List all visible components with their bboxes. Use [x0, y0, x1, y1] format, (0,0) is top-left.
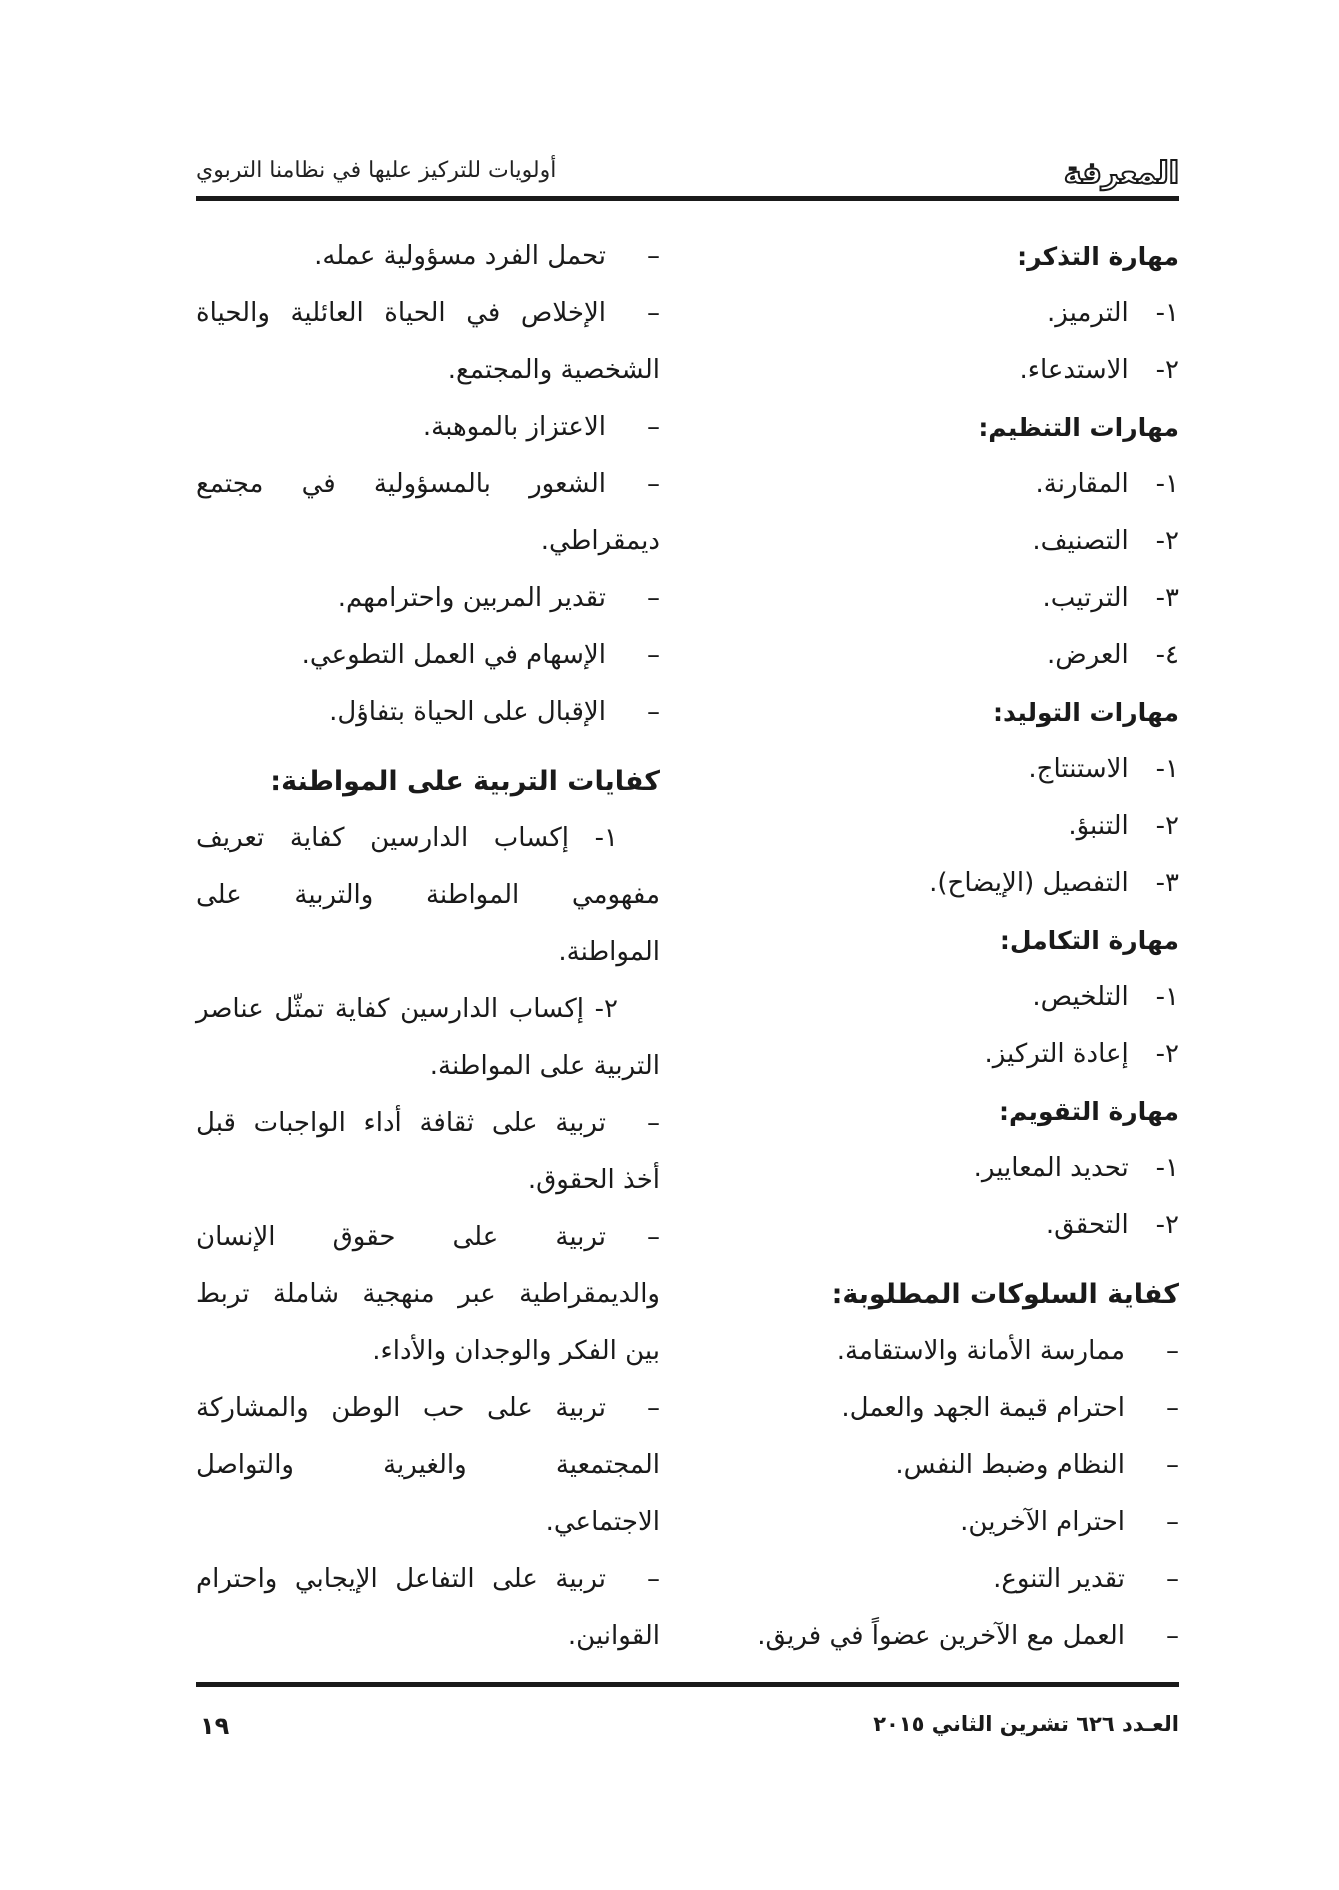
page-number: ١٩ — [200, 1712, 230, 1740]
item-number: ١- — [1155, 982, 1179, 1012]
item-text: العرض. — [1047, 640, 1129, 670]
item-number: ٢- — [1155, 355, 1179, 385]
paragraph-start: ١- إكساب الدارسين كفاية تعريف — [196, 823, 618, 853]
section-heading: مهارة التقويم: — [998, 1097, 1179, 1126]
item-text: الإقبال على الحياة بتفاؤل. — [329, 697, 606, 727]
dash-bullet: – — [647, 1108, 660, 1138]
numbered-item — [749, 1026, 1179, 1083]
item-text: التفصيل (الإيضاح). — [929, 868, 1129, 898]
bullet-item — [196, 399, 660, 456]
paragraph-line: القوانين. — [567, 1621, 660, 1651]
footer-divider — [196, 1682, 1179, 1687]
bullet-item — [749, 1323, 1179, 1380]
dash-bullet: – — [1166, 1621, 1179, 1651]
right-column — [749, 228, 1179, 1665]
item-text: تحمل الفرد مسؤولية عمله. — [314, 241, 606, 271]
item-text: الإسهام في العمل التطوعي. — [301, 640, 606, 670]
item-text: الإخلاص في الحياة العائلية والحياة — [196, 298, 606, 328]
item-text: الاعتزاز بالموهبة. — [422, 412, 606, 442]
section-heading: مهارات التنظيم: — [978, 413, 1179, 442]
bullet-item — [196, 228, 660, 285]
dash-bullet: – — [647, 469, 660, 499]
item-number: ٣- — [1155, 583, 1179, 613]
magazine-logo: المعرفة — [1063, 156, 1179, 191]
paragraph-line: والديمقراطية عبر منهجية شاملة تربط — [196, 1279, 660, 1309]
item-text: الاستدعاء. — [1019, 355, 1129, 385]
item-text: الشعور بالمسؤولية في مجتمع — [196, 469, 606, 499]
item-number: ١- — [1155, 754, 1179, 784]
bullet-item — [749, 1608, 1179, 1665]
dash-bullet: – — [647, 241, 660, 271]
dash-bullet: – — [647, 583, 660, 613]
dash-bullet: – — [647, 697, 660, 727]
numbered-item — [749, 627, 1179, 684]
dash-bullet: – — [647, 412, 660, 442]
dash-bullet: – — [647, 1564, 660, 1594]
dash-bullet: – — [647, 640, 660, 670]
numbered-item — [749, 456, 1179, 513]
bullet-item — [196, 570, 660, 627]
item-text: الاستنتاج. — [1028, 754, 1129, 784]
bullet-item — [196, 627, 660, 684]
paragraph-line: مفهومي المواطنة والتربية على — [196, 880, 660, 910]
item-text: النظام وضبط النفس. — [895, 1450, 1125, 1480]
numbered-item — [749, 513, 1179, 570]
numbered-item — [749, 969, 1179, 1026]
bullet-item — [749, 1551, 1179, 1608]
item-text: التنبؤ. — [1068, 811, 1129, 841]
item-text: احترام الآخرين. — [960, 1507, 1125, 1537]
item-number: ١- — [1155, 298, 1179, 328]
item-number: ١- — [1155, 469, 1179, 499]
paragraph-line: التربية على المواطنة. — [429, 1051, 660, 1081]
item-text: تربية على حب الوطن والمشاركة — [196, 1393, 606, 1423]
bullet-item — [196, 1209, 660, 1266]
item-text: تربية على التفاعل الإيجابي واحترام — [196, 1564, 606, 1594]
item-text: تربية على ثقافة أداء الواجبات قبل — [196, 1108, 606, 1138]
section-heading: مهارة التكامل: — [999, 926, 1179, 955]
running-title: أولويات للتركيز عليها في نظامنا التربوي — [196, 158, 557, 183]
paragraph-line: المواطنة. — [558, 937, 660, 967]
paragraph-line: ديمقراطي. — [540, 526, 660, 556]
item-text: تقدير المربين واحترامهم. — [337, 583, 606, 613]
dash-bullet: – — [647, 1393, 660, 1423]
issue-info: العـدد ٦٢٦ تشرين الثاني ٢٠١٥ — [873, 1712, 1179, 1736]
section-heading: كفاية السلوكات المطلوبة: — [831, 1279, 1179, 1310]
bullet-item — [196, 456, 660, 513]
paragraph-line: أخذ الحقوق. — [527, 1165, 660, 1195]
numbered-item — [749, 285, 1179, 342]
item-number: ٢- — [1155, 811, 1179, 841]
page-header — [196, 148, 1179, 200]
header-divider — [196, 196, 1179, 201]
bullet-item — [196, 1551, 660, 1608]
section-heading: مهارات التوليد: — [992, 698, 1179, 727]
dash-bullet: – — [647, 1222, 660, 1252]
item-number: ٤- — [1155, 640, 1179, 670]
section-heading: كفايات التربية على المواطنة: — [270, 766, 660, 797]
item-text: ممارسة الأمانة والاستقامة. — [836, 1336, 1125, 1366]
item-text: تحديد المعايير. — [973, 1153, 1129, 1183]
item-number: ٣- — [1155, 868, 1179, 898]
dash-bullet: – — [1166, 1507, 1179, 1537]
paragraph-line: بين الفكر والوجدان والأداء. — [372, 1336, 660, 1366]
bullet-item — [749, 1437, 1179, 1494]
dash-bullet: – — [647, 298, 660, 328]
paragraph-line: المجتمعية والغيرية والتواصل — [196, 1450, 660, 1480]
item-text: تقدير التنوع. — [993, 1564, 1125, 1594]
bullet-item — [749, 1380, 1179, 1437]
item-text: الترتيب. — [1042, 583, 1129, 613]
item-text: احترام قيمة الجهد والعمل. — [841, 1393, 1125, 1423]
item-number: ٢- — [1155, 1039, 1179, 1069]
numbered-item — [749, 342, 1179, 399]
item-text: العمل مع الآخرين عضواً في فريق. — [757, 1621, 1125, 1651]
item-text: التلخيص. — [1032, 982, 1129, 1012]
item-text: إعادة التركيز. — [984, 1039, 1129, 1069]
dash-bullet: – — [1166, 1564, 1179, 1594]
item-number: ٢- — [1155, 526, 1179, 556]
paragraph-start: ٢- إكساب الدارسين كفاية تمثّل عناصر — [196, 994, 618, 1024]
bullet-item — [196, 1095, 660, 1152]
paragraph-line: الشخصية والمجتمع. — [447, 355, 660, 385]
item-text: الترميز. — [1047, 298, 1129, 328]
page-footer — [196, 1712, 1179, 1752]
numbered-item — [749, 855, 1179, 912]
item-text: التحقق. — [1045, 1210, 1129, 1240]
item-text: تربية على حقوق الإنسان — [196, 1222, 606, 1252]
left-column — [196, 228, 660, 1665]
bullet-item — [749, 1494, 1179, 1551]
section-heading: مهارة التذكر: — [1017, 242, 1179, 271]
dash-bullet: – — [1166, 1450, 1179, 1480]
bullet-item — [196, 285, 660, 342]
bullet-item — [196, 684, 660, 741]
dash-bullet: – — [1166, 1336, 1179, 1366]
numbered-item — [749, 1197, 1179, 1254]
numbered-item — [749, 798, 1179, 855]
item-number: ١- — [1155, 1153, 1179, 1183]
item-text: التصنيف. — [1032, 526, 1129, 556]
dash-bullet: – — [1166, 1393, 1179, 1423]
item-text: المقارنة. — [1035, 469, 1129, 499]
paragraph-line: الاجتماعي. — [545, 1507, 660, 1537]
item-number: ٢- — [1155, 1210, 1179, 1240]
numbered-item — [749, 1140, 1179, 1197]
numbered-item — [749, 741, 1179, 798]
bullet-item — [196, 1380, 660, 1437]
numbered-item — [749, 570, 1179, 627]
